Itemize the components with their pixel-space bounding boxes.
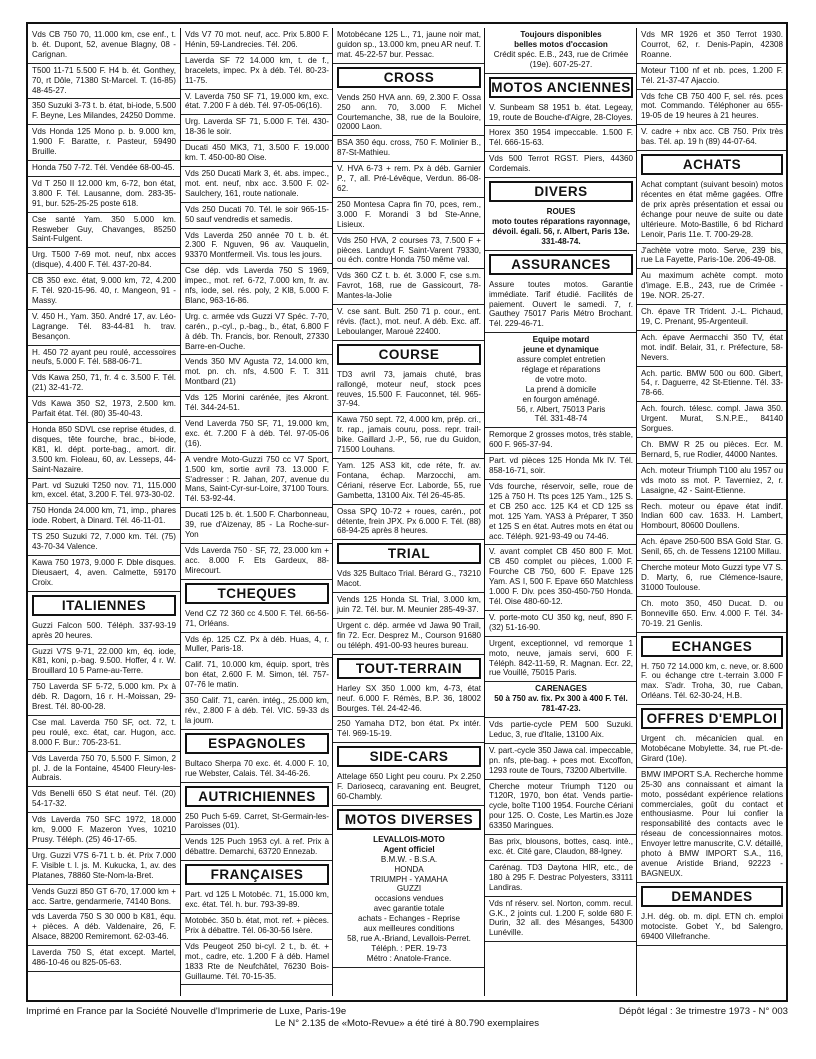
classified-ad: Laverda 750 S, état except. Martel, 486-10-46 ou 825-05-63. xyxy=(28,946,180,972)
boxed-ad-line: La prend à domicile xyxy=(525,384,597,394)
classified-ad: A vendre Moto-Guzzi 750 cc V7 Sport, 1.500 km, sortie avril 73. 13.000 F. S'adresser : R. Jahan, 207, avenue du Mans, Saint-Cyr-sur-Loire, 37100 Tours. Tél. 53-92-44. xyxy=(181,453,333,509)
classified-ad: vds Laverda 750 S 30 000 b K81, équ. + pièces. A déb. Valdenaire, 26, F. Alsace, 88200 Remiremont. 62-03-46. xyxy=(28,910,180,946)
classified-ad: 250 Puch 5-69. Carret, St-Germain-les-Paroisses (01). xyxy=(181,810,333,836)
classified-ad: Bultaco Sherpa 70 exc. ét. 4.000 F. 10, rue Webster, Calais. Tél. 34-46-26. xyxy=(181,757,333,783)
classified-ad: Ach. épave 250-500 BSA Gold Star. G. Senil, 65, ch. de Tessens 12100 Millau. xyxy=(637,535,787,561)
classified-ad: 750 Laverda SF 5-72, 5.000 km. Px à déb. R. Dagorn, 16 r. H.-Moissan, 29-Brest. Tél. 80-00-28. xyxy=(28,680,180,716)
column-2 xyxy=(180,28,333,996)
classified-ad: Vd T 250 II 12.000 km, 6-72, bon état, 3.800 F. Tél. Lausanne, dom. 283-35-91, bur. 525-25-25 poste 618. xyxy=(28,177,180,213)
classified-ad: Ossa SPQ 10-72 + roues, carén., pot détente, frein JPX. Px 6.000 F. Tél. (88) 68-94-25 après 8 heures. xyxy=(333,505,485,541)
classified-ad: Part. vd 125 L Motobéc. 71, 15.000 km, exc. état. Tél. h. bur. 793-39-89. xyxy=(181,888,333,914)
classified-ad: Part. vd pièces 125 Honda Mk IV. Tél. 858-16-71, soir. xyxy=(485,454,637,480)
classified-ad: Honda 750 7-72. Tél. Vendée 68-00-45. xyxy=(28,161,180,177)
section-heading: FRANÇAISES xyxy=(185,864,329,885)
boxed-ad-line: en fourgon aménagé. xyxy=(522,394,600,404)
boxed-ad-line: 50 à 750 av. fix. Px 300 à 400 F. Tél. 781-47-23. xyxy=(494,694,628,714)
classified-ad: Horex 350 1954 impeccable. 1.500 F. Tél. 666-15-63. xyxy=(485,126,637,152)
boxed-ad-line: achats - Echanges - Reprise xyxy=(357,914,461,924)
classified-ad: T500 11-71 5.500 F. H4 b. ét. Gonthey, 70, rt Dôle, 71380 St-Marcel. T. (16-85) 48-45-27. xyxy=(28,64,180,100)
classified-ad: Vds 125 Morini carénée, jtes Akront. Tél. 344-24-51. xyxy=(181,391,333,417)
boxed-ad-line: belles motos d'occasion xyxy=(514,39,608,49)
classified-ad: Calif. 71, 10.000 km, équip. sport, très bon état, 2.600 F. M. Simon, tél. 757-07-76 le matin. xyxy=(181,658,333,694)
classified-ad: V. cadre + nbx acc. CB 750. Prix très bas. Tél. ap. 19 h (89) 44-07-64. xyxy=(637,125,787,151)
classified-ad: Laverda SF 72 14.000 km, t. de f., bracelets, impec. Px à déb. Tél. 80-23-11-75. xyxy=(181,54,333,90)
column-3 xyxy=(332,28,485,996)
classified-ad: Kawa 750 sept. 72, 4.000 km, prép. cri., tr. rap., jamais couru, poss. repr. trail-bike. Gaillard J.-P., 56, rue du Guidon, 71500 Louhans. xyxy=(333,413,485,459)
print-run: Le N° 2.135 de «Moto-Revue» a été tiré à 80.790 exemplaires xyxy=(274,1018,540,1029)
classified-ad: Vds Honda 125 Mono p. b. 9.000 km, 1.900 F. Baratte, r. Pasteur, 59490 Bruille. xyxy=(28,125,180,161)
classified-ad: Vds Kawa 350 S2, 1973, 2.500 km. Parfait état. Tél. (80) 35-40-43. xyxy=(28,397,180,423)
classified-ad: Vds CB 750 70, 11.000 km, cse enf., t. b. ét. Dupont, 52, avenue Blagny, 08 - Carignan. xyxy=(28,28,180,64)
section-heading: ASSURANCES xyxy=(489,254,633,275)
classified-ad: Vds 250 Ducati Mark 3, ét. abs. impec., mot. ent. neuf, nbx acc. 3.500 F. 02-Saulchery, 161, route nationale. xyxy=(181,167,333,203)
classified-ad: Vds 250 Ducati 70. Tél. le soir 965-15-50 sauf vendredis et samedis. xyxy=(181,203,333,229)
classified-ad: H. 750 72 14.000 km, c. neve, or. 8.600 F. ou échange ctre t.-terrain 3.000 F max. S'adr. Troha, 30, rue Caban, Orléans. Tél. 62-30-24, H.B. xyxy=(637,660,787,706)
classified-ad: Vds 360 CZ t. b. ét. 3.000 F, cse s.m. Favrot, 168, rue de Gassicourt, 78-Mantes-la-Jolie xyxy=(333,269,485,305)
classified-ad: Ducati 125 b. ét. 1.500 F. Charbonneau, 39, rue d'Aizenay, 85 - La Roche-sur-Yon xyxy=(181,508,333,544)
classified-ad: Vds 250 HVA, 2 courses 73, 7.500 F + pièces. Landuyt F. Saint-Varent 79330, ou éch. contre Honda 750 même val. xyxy=(333,234,485,270)
boxed-ad-line: TRIUMPH - YAMAHA xyxy=(370,874,448,884)
boxed-ad-line: CARENAGES xyxy=(535,684,587,694)
classified-ad: J'achète votre moto. Serve, 239 bis, rue La Fayette, Paris-10e. 206-49-08. xyxy=(637,244,787,270)
section-heading: OFFRES D'EMPLOI xyxy=(641,708,783,729)
classified-ad: 750 Honda 24.000 km, 71, imp., phares iode. Robert, à Dinard. Tél. 46-11-01. xyxy=(28,504,180,530)
classified-ad: Yam. 125 AS3 kit, cde réte, fr. av. Fontana, échap. Marzocchi, am. Cériani, réserve Ecr. Laborde, 55, rue Gambetta, 13100 Aix. Tél 26-45-85. xyxy=(333,459,485,505)
section-heading: DIVERS xyxy=(489,181,633,202)
classified-ad: Part. vd Suzuki T250 nov. 71, 115.000 km, excel. état, 3.200 F. Tél. 973-30-02. xyxy=(28,479,180,505)
classified-ad: Harley SX 350 1.000 km, 4-73, état neuf. 6.000 F. Rémès, B.P. 36, 18002 Bourges. Tél. 24-42-46. xyxy=(333,682,485,718)
classified-ad: V. avant complet CB 450 800 F. Mot. CB 450 complet ou pièces, 1.000 F. Fourche CB 750, 600 F. Epave 125 Yam. AS I, 500 F. Epave 650 Matchless 1.000 F. Div. pces 350-450-750 Honda. Tél. Oise 480-60-12. xyxy=(485,545,637,610)
classified-ad: Ach. épave Aermacchi 350 TV, état mot. indif. Belair, 31, r. Préfecture, 58-Nevers. xyxy=(637,331,787,367)
classified-ad: BMW IMPORT S.A. Recherche homme 25-30 ans connaissant et aimant la moto, possédant expérience relations commerciales, goût du contact et enthousiasme. Pour lui confier la responsabilité des contacts avec le réseau de concessionnaires motos. Envoyer lettre manuscrite, C.V. détaillé, photo à BMW IMPORT S.A., 116, avenue Aristide Briand, 92223 - BAGNEUX. xyxy=(637,768,787,883)
boxed-ad-line: ROUES xyxy=(546,207,576,217)
classified-ad: V. Laverda 750 SF 71, 19.000 km, exc. état. 7.200 F à déb. Tél. 97-05-06(16). xyxy=(181,90,333,116)
section-heading: ESPAGNOLES xyxy=(185,733,329,754)
section-heading: COURSE xyxy=(337,344,481,365)
classified-ad: Vds Laverda 750 SFC 1972, 18.000 km, 9.000 F. Mazeron Yves, 10210 Prusy. Téléph. (25) 46-17-65. xyxy=(28,813,180,849)
boxed-ad-line: Crédit spéc. E.B., 243, rue de Crimée (19e). 607-25-27. xyxy=(493,49,629,69)
classified-ad: Ach. fourch. télesc. compl. Jawa 350. Urgent. Murat, S.N.P.E., 84140 Sorgues. xyxy=(637,402,787,438)
classified-ad: Vds fche CB 750 400 F, sel. rés. pces mot. Commando. Téléphoner au 655-19-05 de 19 heures à 21 heures. xyxy=(637,90,787,126)
classified-ad: Carénag. TD3 Daytona HIR, etc., de 180 à 295 F. Destrac Polyesters, 33111 Landiras. xyxy=(485,861,637,897)
column-5 xyxy=(636,28,787,996)
section-heading: ACHATS xyxy=(641,154,783,175)
column-4 xyxy=(484,28,637,996)
classified-ad: Attelage 650 Light peu couru. Px 2.250 F. Dariosecq, caravaning ent. Beugret, 60-Chambly. xyxy=(333,770,485,806)
classified-ad: V. porte-moto CU 350 kg, neuf, 890 F. (32) 51-16-90. xyxy=(485,611,637,637)
classified-ad: Urgent c. dép. armée vd Jawa 90 Trail, fin 72. Ecr. Desprez M., Courson 91680 ou téléph. 491-00-93 heures bureau. xyxy=(333,619,485,655)
classified-ad: BSA 350 équ. cross, 750 F. Molinier B., 87-St-Mathieu. xyxy=(333,136,485,162)
boxed-ad-line: Tél. 331-48-74 xyxy=(534,414,588,424)
boxed-ad-line: assure complet entretien xyxy=(516,355,606,365)
classified-ad: J.H. dég. ob. m. dipl. ETN ch. emploi motociste. Gobet Y., bd Salengro, 69400 Villefranche. xyxy=(637,910,787,946)
classified-ad: Vds 325 Bultaco Trial. Bérard G., 73210 Macot. xyxy=(333,567,485,593)
classified-ad: Vds V7 70 mot. neuf, acc. Prix 5.800 F. Hénin, 59-Landrecies. Tél. 206. xyxy=(181,28,333,54)
classified-ad: Guzzi V7S 9-71, 22.000 km, éq. iode, K81, koni, p.-bag. 9.500. Hoffer, 4 r. W. Brouillard 10 5 Parne-au-Terre. xyxy=(28,645,180,681)
classified-ad: 250 Montesa Capra fin 70, pces, rem., 3.000 F. Morandi 3 bd Ste-Anne, Lisieux. xyxy=(333,198,485,234)
classified-ad: 250 Yamaha DT2, bon état. Px intér. Tél. 969-15-19. xyxy=(333,717,485,743)
classified-ad: 350 Suzuki 3-73 t. b. état, bi-iode, 5.500 F. Beyne, Les Milandes, 24250 Domme. xyxy=(28,99,180,125)
classified-ad: Ch. moto 350, 450 Ducat. D. ou Bonneville 650. Env. 4.000 F. Tél. 34-70-19. 21 Genlis. xyxy=(637,597,787,633)
classified-ad: Vds Laverda 250 année 70 t. b. ét. 2.300 F. Nguven, 96 av. Vauquelin, 93370 Montfermeil. Vis. tous les jours. xyxy=(181,229,333,265)
boxed-ad-line: moto toutes réparations rayonnage, dévoil. égali. 56, r. Albert, Paris 13e. 331-48-74. xyxy=(491,216,631,246)
boxed-ad-line: jeune et dynamique xyxy=(523,345,599,355)
classified-ad: Vds Peugeot 250 bi-cyl. 2 t., b. ét. + mot., cadre, etc. 1.200 F à déb. Hamel 1833 Rte de Neufchâtel, 76230 Bois-Guillaume. Tél. 70-15-35. xyxy=(181,940,333,986)
classified-ad: Guzzi Falcon 500. Téléph. 337-93-19 après 20 heures. xyxy=(28,619,180,645)
classified-ad: Vends 250 HVA ann. 69, 2.300 F. Ossa 250 ann. 70, 3.000 F. Michel Courtemanche, 38, rue de la Bouloire, 02000 Laon. xyxy=(333,91,485,137)
section-heading: TOUT-TERRAIN xyxy=(337,658,481,679)
classified-ad: Vend Laverda 750 SF, 71, 19.000 km, exc. ét. 7.200 F à déb. Tél. 97-05-06 (16). xyxy=(181,417,333,453)
boxed-ad xyxy=(485,205,637,251)
classified-ad: Vds ép. 125 CZ. Px à déb. Huas, 4, r. Muller, Paris-18. xyxy=(181,633,333,659)
column-1 xyxy=(28,28,180,996)
classified-ad: Honda 850 SDVL cse reprise études, d. disques, tête fourche, brac., bi-iode, K81, kl. dépt. porte-bag., amort. dir. 3.500 km. Fioleau, 60, av. Lesseps, 44-Saint-Nazaire. xyxy=(28,423,180,479)
classified-ad: Vend CZ 72 360 cc 4.500 F. Tél. 66-56-71, Orléans. xyxy=(181,607,333,633)
classified-ad: Vds nf réserv. sel. Norton, comm. recul. G.K., 2 joints cul. 1.200 F, solde 680 F. Durin, 32 all. des Mésanges, 54300 Lunéville. xyxy=(485,897,637,943)
classified-ad: Kawa 750 1973, 9.000 F. Dble disques. Dieusaert, 4, aven. Calmette, 59170 Croix. xyxy=(28,556,180,592)
classified-ad: Vds 500 Terrot RGST. Piers, 44360 Cordemais. xyxy=(485,152,637,178)
classified-ad: Cse mal. Laverda 750 SF, oct. 72, t. peu roulé, exc. état, car. Hugon, acc. 8.000 F. Bur.: 705-23-51. xyxy=(28,716,180,752)
classified-ad: Au maximum achète compt. moto d'image. E.B., 243, rue de Crimée - 19e. NOR. 25-27. xyxy=(637,269,787,305)
classified-ad: V. cse sant. Bult. 250 71 p. cour., ent. révis. (fact.), mot. neuf. A déb. Exc. aff. Leboulanger, Marouė 22400. xyxy=(333,305,485,341)
classified-ad: Ach. partic. BMW 500 ou 600. Gibert, 54, r. Daguerre, 42 St-Etienne. Tél. 33-78-66. xyxy=(637,367,787,403)
classified-ad: Ducati 450 MK3, 71, 3.500 F. 19.000 km. T. 450-00-80 Oise. xyxy=(181,141,333,167)
classified-ad: Vds Kawa 250, 71, fr. 4 c. 3.500 F. Tél. (21) 32-41-72. xyxy=(28,371,180,397)
classified-ad: V. Sunbeam S8 1951 b. état. Legeay, 19, route de Bouche-d'Aigre, 28-Cloyes. xyxy=(485,101,637,127)
classified-ad: Ch. BMW R 25 ou pièces. Ecr. M. Bernard, 5, rue Rodier, 44000 Nantes. xyxy=(637,438,787,464)
page-footer xyxy=(26,1006,788,1030)
section-heading: DEMANDES xyxy=(641,886,783,907)
classified-ad: Vends 125 Puch 1953 cyl. à ref. Prix à débattre. Demarchi, 63720 Ennezab. xyxy=(181,835,333,861)
boxed-ad xyxy=(485,333,637,428)
classified-ad: Vds fourche, réservoir, selle, roue de 125 à 750 H. Tts pces 125 Yam., 125 S. et CB 250 acc. 125 K4 et CD 125 ss mot. 125 Yam. YAS3 à Préparer, T 350 et 125 S en état. Autres mots en état ou acc. Téléph. 921-93-49 ou 74-46. xyxy=(485,480,637,545)
section-heading: SIDE-CARS xyxy=(337,746,481,767)
classified-ad: Vends 350 MV Agusta 72, 14.000 km, mot. pn. ch. nfs, 4.500 F. T. 311 Montbard (21) xyxy=(181,355,333,391)
classified-ad: Vds Benelli 650 S état neuf. Tél. (20) 54-17-32. xyxy=(28,787,180,813)
classified-ad: V. 450 H., Yam. 350. André 17, av. Léo-Lagrange. Tél. 83-44-81 h. trav. Besançon. xyxy=(28,310,180,346)
classified-ad: Urg. Laverda SF 71, 5.000 F. Tél. 430-18-36 le soir. xyxy=(181,115,333,141)
boxed-ad-line: HONDA xyxy=(394,864,424,874)
classified-ad: Remorque 2 grosses motos, très stable, 600 F. 965-37-94. xyxy=(485,428,637,454)
classified-ad: Motobéc. 350 b. état, mot. ref. + pièces. Prix à débattre. Tél. 06-30-56 Isère. xyxy=(181,914,333,940)
classified-ad: V. part.-cycle 350 Jawa cal. impeccable, pn. nfs, pte-bag. + pces mot. Excoffon, 1293 route de Tours, 73200 Albertville. xyxy=(485,744,637,780)
boxed-ad-line: GUZZI xyxy=(396,884,422,894)
classified-ad: Cherche moteur Triumph T120 ou T120R, 1970, bon état. Vends partie-cycle, boîte T100 1954. Fourche Cériani pour 125. O. Coste, Les Martin.es Joze 63350 Maringues. xyxy=(485,780,637,836)
classified-ad: H. 450 72 ayant peu roulé, accessoires neufs, 5.000 F. Tél. 588-06-71. xyxy=(28,346,180,372)
boxed-ad-line: 58, rue A.-Briand, Levallois-Perret. Téléph. : PER. 19-73 xyxy=(347,934,471,953)
classified-ad: Moteur T100 nf et nb. pces, 1.200 F. Tél. 21-37-47 Ajaccio. xyxy=(637,64,787,90)
classified-ad: Vds Laverda 750 · SF, 72, 23.000 km + acc. 8.000 F. Ets Gardeux, 88-Mirecourt. xyxy=(181,544,333,580)
boxed-ad-line: réglage et réparations xyxy=(521,364,601,374)
boxed-ad xyxy=(485,682,637,718)
boxed-ad xyxy=(333,833,485,968)
boxed-ad-line: Agent officiel xyxy=(383,844,435,854)
section-heading: MOTOS DIVERSES xyxy=(337,809,481,830)
classified-ad: Bas prix, blousons, bottes, casq. intè., exc. ét. Cité gare, Claudon, 88-Igney. xyxy=(485,835,637,861)
classified-ad: Vends 125 Honda SL Trial, 3.000 km, juin 72. Tél. bur. M. Meunier 285-49-37. xyxy=(333,593,485,619)
boxed-ad-line: Toujours disponibles xyxy=(520,30,602,39)
legal-deposit: Dépôt légal : 3e trimestre 1973 - N° 003 xyxy=(618,1006,788,1017)
classified-ad: Achat comptant (suivant besoin) motos récentes en état même gagées. Offre de prix après présentation et essai ou échange pour neuve de suite ou date ultérieure. Moto-Bastille, 6 bd Richard Lenoir, Paris 11e. T. 700-29-28. xyxy=(637,178,787,243)
classified-ad: TS 250 Suzuki 72, 7.000 km. Tél. (75) 43-70-34 Valence. xyxy=(28,530,180,556)
boxed-ad-line: Métro : Anatole-France. xyxy=(366,953,452,963)
classified-ad: Urg. c. armée vds Guzzi V7 Spéc. 7-70, carén., p.-cyl., p.-bag., b., état, 6.800 F à déb. Th. Francis, bor. Renoult, 27330 Barre-en-Ouche. xyxy=(181,310,333,356)
classified-ad: V. HVA 6-73 + rem. Px à déb. Garnier P., 7, all. Pré-Lévêque, Verdun. 86-08-62. xyxy=(333,162,485,198)
classifieds-frame xyxy=(26,22,788,1002)
classified-ad: Motobécane 125 L., 71, jaune noir mat, guidon sp., 13.000 km, pneu AR neuf. T. mat. 45-22-57 bur. Pessac. xyxy=(333,28,485,64)
boxed-ad-line: B.M.W. - B.S.A. xyxy=(380,854,438,864)
section-heading: ECHANGES xyxy=(641,636,783,657)
classified-ad: Vds partie-cycle PEM 500 Suzuki. Leduc, 3, rue d'Italie, 13100 Aix. xyxy=(485,718,637,744)
section-heading: CROSS xyxy=(337,67,481,88)
classified-ad: Urgent, exceptionnel, vd remorque 1 moto, neuve, jamais servi, 600 F. Téléph. 842-11-59, R. Magnan. Ecr. 22, rue Vouillé, 75015 Paris. xyxy=(485,637,637,683)
classified-ad: Cse santé Yam. 350 5.000 km. Resweber Guy, Chavanges, 85250 Saint-Fulgent. xyxy=(28,213,180,249)
section-heading: ITALIENNES xyxy=(32,595,176,616)
boxed-ad-line: aux meilleures conditions xyxy=(363,924,455,934)
classified-ad: Rech. moteur ou épave état indif. Indian 600 cav. 1633. H. Lambert, Hombourt, 80600 Doullens. xyxy=(637,500,787,536)
classified-ad: Urg. T500 7-69 mot. neuf, nbx acces (disque), 4.400 F. Tél. 437-20-84. xyxy=(28,248,180,274)
boxed-ad xyxy=(485,28,637,74)
classified-ad: Urgent ch. mécanicien qual. en Motobécane Mobylette. 34, rue Pt.-de-Girard (10e). xyxy=(637,732,787,768)
classified-ad: Assure toutes motos. Garantie immédiate. Tarif étudié. Facilités de paiement. Ouvert le samedi. 7, r. Gauthey 75017 Paris Métro Brochant. Tél. 229-46-71. xyxy=(485,278,637,334)
classified-ad: Ach. moteur Triumph T100 alu 1957 ou vds moto ss mot. P. Taverniez, 2, r. Lasaigne, 42 - Saint-Etienne. xyxy=(637,464,787,500)
classified-ad: 350 Calif. 71, carén. intég., 25.000 km, rév., 2.800 F à déb. Tél. VIC. 59-33 ds la journ. xyxy=(181,694,333,730)
section-heading: AUTRICHIENNES xyxy=(185,786,329,807)
section-heading: MOTOS ANCIENNES xyxy=(489,77,633,98)
boxed-ad-line: de votre moto. xyxy=(535,374,587,384)
boxed-ad-line: LEVALLOIS-MOTO xyxy=(373,834,445,844)
boxed-ad-line: avec garantie totale xyxy=(373,904,445,914)
boxed-ad-line: Equipe motard xyxy=(532,335,590,345)
printer-line: Imprimé en France par la Société Nouvelle d'Imprimerie de Luxe, Paris-19e xyxy=(26,1006,347,1017)
classified-ad: Cherche moteur Moto Guzzi type V7 S. D. Marty, 6, rue Clémence-Isaure, 31000 Toulouse. xyxy=(637,561,787,597)
section-heading: TCHEQUES xyxy=(185,583,329,604)
classified-ad: Cse dép. vds Laverda 750 S 1969, impec., mot. ref. 6-72, 7.000 km, fr. av. nfs, iode, sel. rés. poly, 2 Kl8, 5.000 F. Blanc, 963-16-86. xyxy=(181,264,333,310)
classified-ad: Vds Laverda 750 70, 5.500 F. Simon, 2 pl. J. de la Fontaine, 45400 Fleury-les-Aubrais. xyxy=(28,752,180,788)
boxed-ad-line: 56, r. Albert, 75013 Paris xyxy=(516,404,606,414)
classified-ad: Vends Guzzi 850 GT 6-70, 17.000 km + acc. Sartre, gendarmerie, 74140 Bons. xyxy=(28,885,180,911)
boxed-ad-line: occasions vendues xyxy=(374,894,444,904)
classified-ad: CB 350 exc. état, 9.000 km, 72, 4.200 F. Tél. 920-15-96. 40, r. Mangeon, 91 - Massy. xyxy=(28,274,180,310)
classified-ad: Vds MR 1926 et 350 Terrot 1930. Courrot, 62, r. Denis-Papin, 42308 Roanne. xyxy=(637,28,787,64)
section-heading: TRIAL xyxy=(337,543,481,564)
classified-ad: Urg. Guzzi V7S 6-71 t. b. ét. Prix 7.000 F. Visible t. l. js. M. Kukucka, 1, av. des Platanes, 78860 Ste-Nom-la-Bret. xyxy=(28,849,180,885)
classified-ad: Ch. épave TR Trident. J.-L. Pichaud, 19, C. Prenant, 95-Argenteuil. xyxy=(637,305,787,331)
classified-ad: TD3 avril 73, jamais chuté, bras rallongé, moteur neuf, stock pces reuves, 15.500 F. Fauconnet, tél. 965-37-94. xyxy=(333,368,485,414)
